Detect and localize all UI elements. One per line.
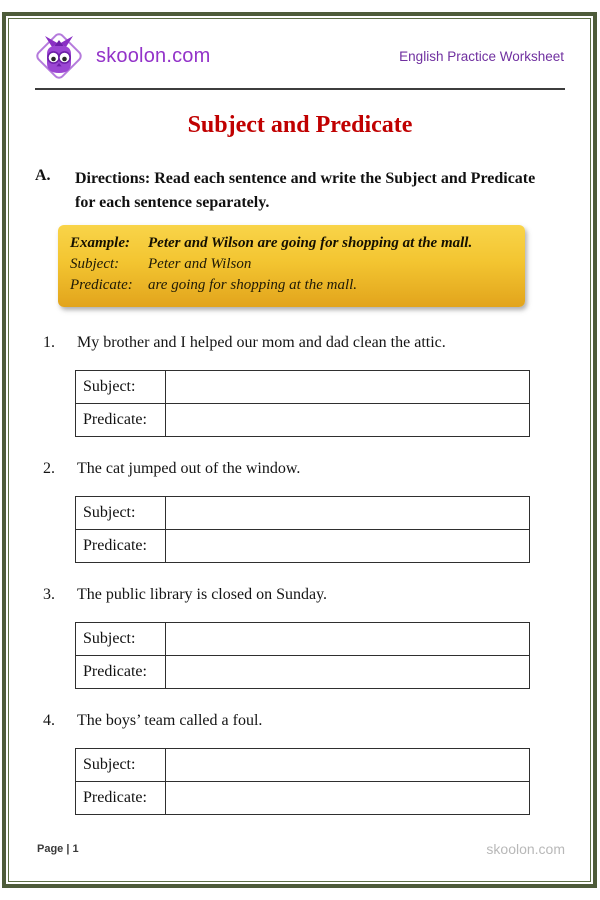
example-label: Example: xyxy=(70,235,130,251)
directions-text: Directions: Read each sentence and write the Subject and Predicate for each sentence separately. xyxy=(75,170,536,211)
table-row xyxy=(76,749,530,782)
example-predicate-value: are going for shopping at the mall. xyxy=(148,277,358,293)
question-number: 4. xyxy=(43,712,55,729)
table-row xyxy=(76,530,530,563)
owl-logo-icon xyxy=(30,27,88,85)
predicate-row-label: Predicate: xyxy=(76,530,166,563)
predicate-row-label: Predicate: xyxy=(76,404,166,437)
section-a xyxy=(35,167,543,215)
example-box xyxy=(58,225,525,307)
question-1 xyxy=(43,332,563,437)
subject-row-label: Subject: xyxy=(76,497,166,530)
answer-table xyxy=(75,496,530,563)
worksheet-type-label: English Practice Worksheet xyxy=(399,48,564,64)
table-row xyxy=(76,497,530,530)
question-sentence xyxy=(43,584,563,606)
table-row xyxy=(76,782,530,815)
question-3 xyxy=(43,584,563,689)
example-subject-value: Peter and Wilson xyxy=(148,256,252,272)
subject-answer-cell[interactable] xyxy=(166,623,530,656)
table-row xyxy=(76,404,530,437)
predicate-answer-cell[interactable] xyxy=(166,656,530,689)
header-divider xyxy=(35,88,565,90)
section-label: A. xyxy=(35,167,51,184)
predicate-row-label: Predicate: xyxy=(76,782,166,815)
table-row xyxy=(76,656,530,689)
brand-name: skoolon.com xyxy=(96,44,211,67)
page-number: Page | 1 xyxy=(37,843,79,855)
question-2 xyxy=(43,458,563,563)
subject-answer-cell[interactable] xyxy=(166,497,530,530)
header xyxy=(30,26,564,86)
table-row xyxy=(76,371,530,404)
question-sentence xyxy=(43,710,563,732)
table-row xyxy=(76,623,530,656)
predicate-answer-cell[interactable] xyxy=(166,404,530,437)
question-sentence xyxy=(43,332,563,354)
predicate-answer-cell[interactable] xyxy=(166,530,530,563)
answer-table xyxy=(75,622,530,689)
sentence-text: The boys’ team called a foul. xyxy=(77,712,263,729)
question-number: 2. xyxy=(43,460,55,477)
sentence-text: The public library is closed on Sunday. xyxy=(77,586,328,603)
subject-row-label: Subject: xyxy=(76,623,166,656)
subject-answer-cell[interactable] xyxy=(166,749,530,782)
predicate-row-label: Predicate: xyxy=(76,656,166,689)
question-4 xyxy=(43,710,563,815)
example-sentence: Peter and Wilson are going for shopping at the mall. xyxy=(148,235,473,251)
sentence-text: The cat jumped out of the window. xyxy=(77,460,301,477)
sentence-text: My brother and I helped our mom and dad clean the attic. xyxy=(77,334,446,351)
example-predicate-label: Predicate: xyxy=(70,277,133,293)
subject-row-label: Subject: xyxy=(76,749,166,782)
question-sentence xyxy=(43,458,563,480)
answer-table xyxy=(75,748,530,815)
example-subject-label: Subject: xyxy=(70,256,120,272)
subject-answer-cell[interactable] xyxy=(166,371,530,404)
page-title: Subject and Predicate xyxy=(187,112,413,138)
footer-brand: skoolon.com xyxy=(486,841,565,857)
question-number: 1. xyxy=(43,334,55,351)
answer-table xyxy=(75,370,530,437)
predicate-answer-cell[interactable] xyxy=(166,782,530,815)
question-number: 3. xyxy=(43,586,55,603)
subject-row-label: Subject: xyxy=(76,371,166,404)
